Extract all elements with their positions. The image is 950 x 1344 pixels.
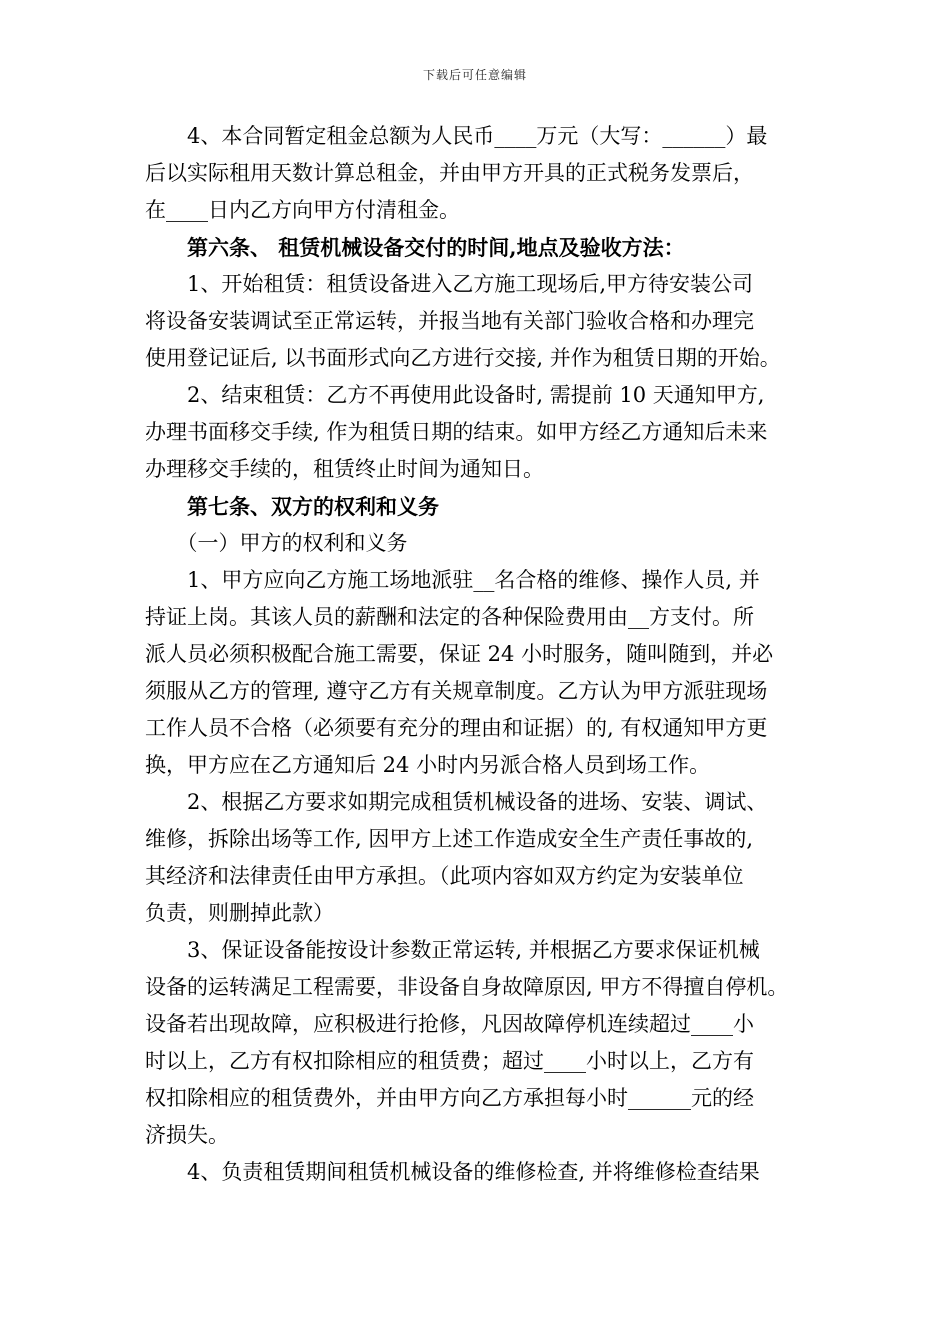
text-line: 2、结束租赁：乙方不再使用此设备时, 需提前 10 天通知甲方, (145, 383, 765, 407)
text-line: 后以实际租用天数计算总租金，并由甲方开具的正式税务发票后， (145, 161, 754, 185)
text-line: 维修，拆除出场等工作, 因甲方上述工作造成安全生产责任事故的, (145, 827, 754, 851)
text-line: 工作人员不合格（必须要有充分的理由和证据）的, 有权通知甲方更 (145, 716, 768, 740)
text-line: 将设备安装调试至正常运转，并报当地有关部门验收合格和办理完 (145, 309, 754, 333)
text-line: 使用登记证后, 以书面形式向乙方进行交接, 并作为租赁日期的开始。 (145, 346, 781, 370)
text-line: 济损失。 (145, 1123, 229, 1147)
text-line: 其经济和法律责任由甲方承担。（此项内容如双方约定为安装单位 (145, 864, 744, 888)
text-line: 4、本合同暂定租金总额为人民币____万元（大写：______）最 (145, 124, 768, 148)
text-line: 负责，则删掉此款） (145, 901, 334, 925)
page-header-note: 下载后可任意编辑 (422, 68, 527, 82)
text-line: 3、保证设备能按设计参数正常运转, 并根据乙方要求保证机械 (145, 938, 760, 962)
text-line: （一）甲方的权利和义务 (145, 531, 408, 555)
text-line: 办理书面移交手续, 作为租赁日期的结束。如甲方经乙方通知后未来 (145, 420, 768, 444)
text-line: 设备若出现故障，应积极进行抢修，凡因故障停机连续超过____小 (145, 1012, 754, 1036)
text-line: 在____日内乙方向甲方付清租金。 (145, 198, 460, 222)
text-line: 时以上，乙方有权扣除相应的租赁费；超过____小时以上，乙方有 (145, 1049, 754, 1073)
text-line: 办理移交手续的，租赁终止时间为通知日。 (145, 457, 544, 481)
section-heading-line: 第六条、 租赁机械设备交付的时间,地点及验收方法： (145, 235, 685, 260)
text-line: 换，甲方应在乙方通知后 24 小时内另派合格人员到场工作。 (145, 753, 711, 777)
text-line: 1、开始租赁：租赁设备进入乙方施工现场后,甲方待安装公司 (145, 272, 754, 296)
text-line: 2、根据乙方要求如期完成租赁机械设备的进场、安装、调试、 (145, 790, 768, 814)
section-heading-line: 第七条、双方的权利和义务 (145, 494, 439, 519)
text-line: 持证上岗。其该人员的薪酬和法定的各种保险费用由__方支付。所 (145, 605, 754, 629)
text-line: 权扣除相应的租赁费外，并由甲方向乙方承担每小时______元的经 (145, 1086, 754, 1110)
text-line: 1、甲方应向乙方施工场地派驻__名合格的维修、操作人员, 并 (145, 568, 760, 592)
document-body (145, 118, 807, 1191)
text-line: 4、负责租赁期间租赁机械设备的维修检查, 并将维修检查结果 (145, 1160, 760, 1184)
text-line: 设备的运转满足工程需要，非设备自身故障原因, 甲方不得擅自停机。 (145, 975, 789, 999)
text-line: 派人员必须积极配合施工需要，保证 24 小时服务，随叫随到，并必 (145, 642, 774, 666)
text-line: 须服从乙方的管理, 遵守乙方有关规章制度。乙方认为甲方派驻现场 (145, 679, 768, 703)
